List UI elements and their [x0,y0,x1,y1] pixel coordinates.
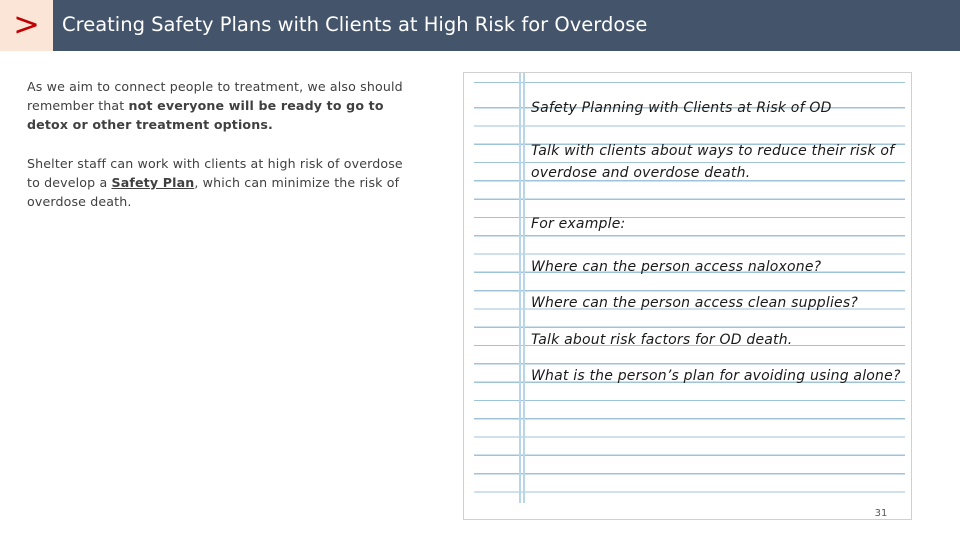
paragraph-safety-plan [27,154,417,211]
paragraph-text: As we aim to connect people to treatment, we also should remember that [27,79,403,113]
notepad-line: Where can the person access clean supplies? [531,295,858,311]
notepad-heading: Safety Planning with Clients at Risk of OD [531,100,832,116]
safety-plan-link[interactable]: Safety Plan [111,175,195,190]
notepad-margin-line [519,73,521,503]
body-text [27,77,417,231]
page-number: 31 [874,508,888,519]
notepad-line: Talk with clients about ways to reduce their risk of overdose and overdose death. [531,143,895,181]
notepad-line: Where can the person access naloxone? [531,259,822,275]
chevron-icon: > [13,5,40,43]
notepad-line: For example: [531,216,626,232]
paragraph-treatment [27,77,417,134]
notepad-line: What is the person’s plan for avoiding using alone? [531,368,901,384]
emphasis-text: not everyone will be ready to go to detox or other treatment options. [27,98,384,132]
notepad-margin-line [523,73,525,503]
paragraph-text: , which can minimize the risk of overdose death. [27,175,400,209]
slide-header [0,0,960,51]
slide-title: Creating Safety Plans with Clients at High Risk for Overdose [62,13,648,36]
chevron-box [0,0,53,51]
paragraph-text: Shelter staff can work with clients at high risk of overdose to develop a [27,156,403,190]
notepad-line: Talk about risk factors for OD death. [531,332,793,348]
